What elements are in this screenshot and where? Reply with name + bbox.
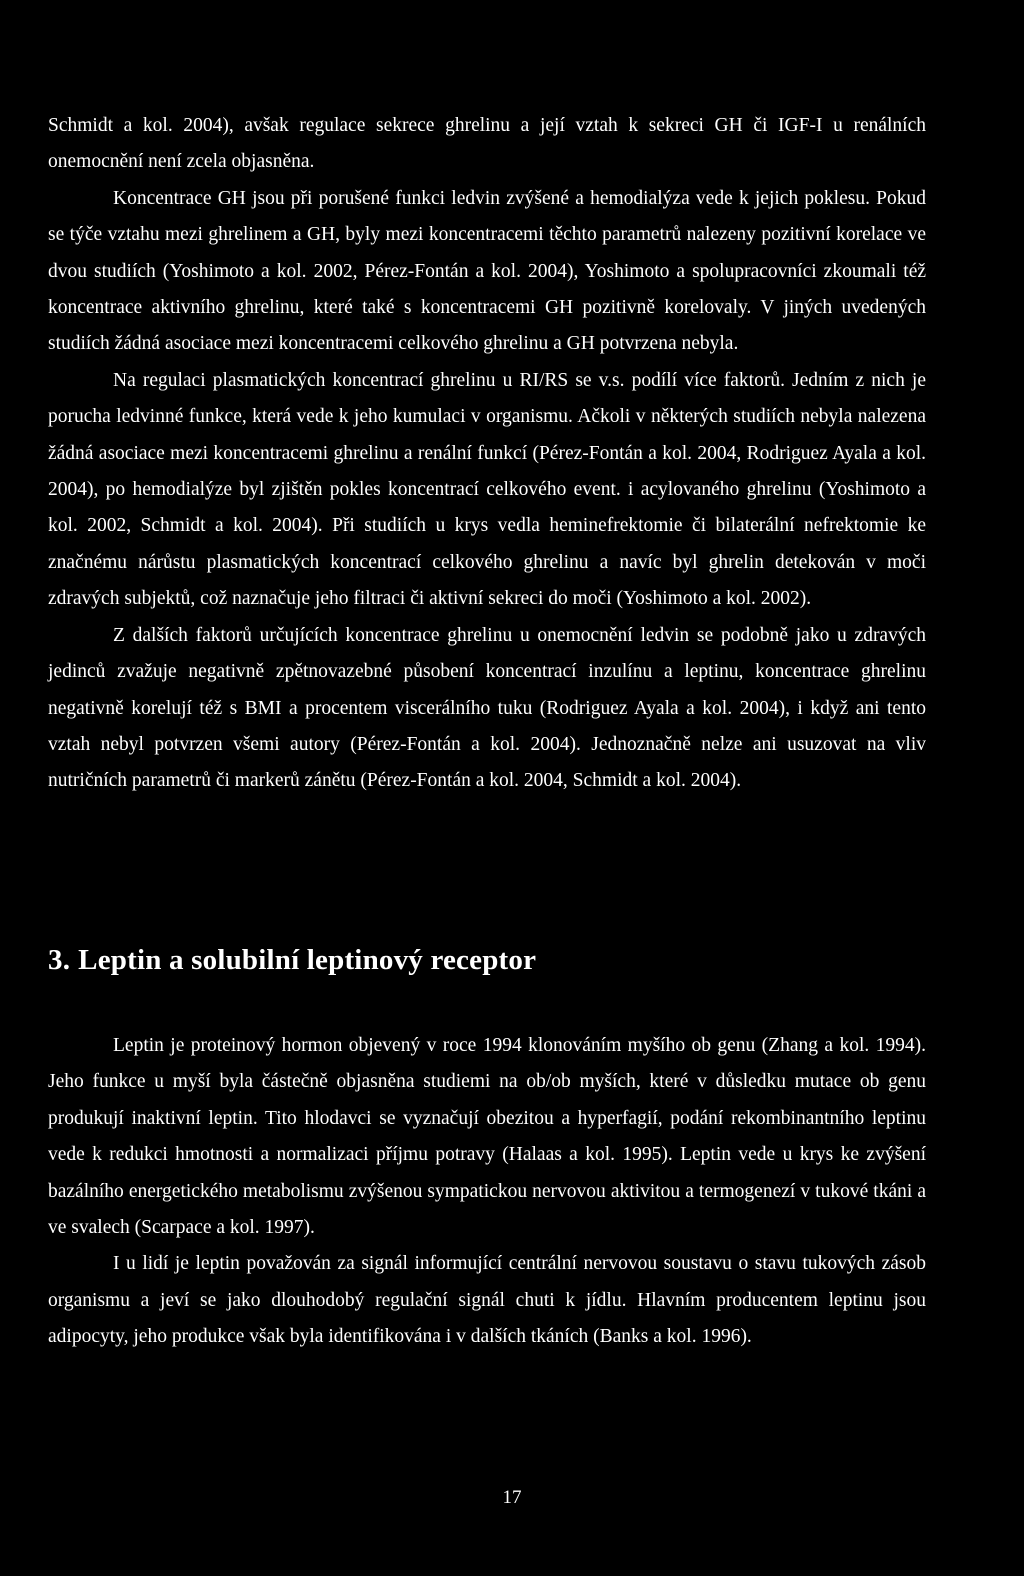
text-block-leptin (48, 1028, 926, 1356)
section-number: 3. (48, 944, 71, 976)
text-block-ghrelin (48, 108, 926, 800)
page-content (48, 108, 926, 1348)
paragraph: Na regulaci plasmatických koncentrací ghrelinu u RI/RS se v.s. podílí více faktorů. Jedním z nich je porucha ledvinné funkce, která vede k jeho kumulaci v organismu. Ačkoli v některých studiích nebyla nalezena žádná asociace mezi koncentracemi ghrelinu a renální funkcí (Pérez-Fontán a kol. 2004, Rodriguez Ayala a kol. 2004), po hemodialýze byl zjištěn pokles koncentrací celkového event. i acylovaného ghrelinu (Yoshimoto a kol. 2002, Schmidt a kol. 2004). Při studiích u krys vedla heminefrektomie či bilaterální nefrektomie ke značnému nárůstu plasmatických koncentrací celkového ghrelinu a navíc byl ghrelin detekován v moči zdravých subjektů, což naznačuje jeho filtraci či aktivní sekreci do moči (Yoshimoto a kol. 2002). (48, 369, 926, 610)
paragraph: Koncentrace GH jsou při porušené funkci ledvin zvýšené a hemodialýza vede k jejich poklesu. Pokud se týče vztahu mezi ghrelinem a GH, byly mezi koncentracemi těchto parametrů nalezeny pozitivní korelace ve dvou studiích (Yoshimoto a kol. 2002, Pérez-Fontán a kol. 2004), Yoshimoto a spolupracovníci zkoumali též koncentrace aktivního ghrelinu, které také s koncentracemi GH pozitivně korelovaly. V jiných uvedených studiích žádná asociace mezi koncentracemi celkového ghrelinu a GH potvrzena nebyla. (48, 187, 926, 355)
paragraph: Leptin je proteinový hormon objevený v roce 1994 klonováním myšího ob genu (Zhang a kol. 1994). Jeho funkce u myší byla částečně objasněna studiemi na ob/ob myších, které v důsledku mutace ob genu produkují inaktivní leptin. Tito hlodavci se vyznačují obezitou a hyperfagií, podání rekombinantního leptinu vede k redukci hmotnosti a normalizaci příjmu potravy (Halaas a kol. 1995). Leptin vede u krys ke zvýšení bazálního energetického metabolismu zvýšenou sympatickou nervovou aktivitou a termogenezí v tukové tkáni a ve svalech (Scarpace a kol. 1997). (48, 1035, 926, 1239)
section-title: Leptin a solubilní leptinový receptor (78, 944, 537, 976)
page-number: 17 (502, 1487, 522, 1508)
section-heading (48, 944, 536, 977)
paragraph: Z dalších faktorů určujících koncentrace ghrelinu u onemocnění ledvin se podobně jako u zdravých jedinců zvažuje negativně zpětnovazebné působení koncentrací inzulínu a leptinu, koncentrace ghrelinu negativně korelují též s BMI a procentem viscerálního tuku (Rodriguez Ayala a kol. 2004), i když ani tento vztah nebyl potvrzen všemi autory (Pérez-Fontán a kol. 2004). Jednoznačně nelze ani usuzovat na vliv nutričních parametrů či markerů zánětu (Pérez-Fontán a kol. 2004, Schmidt a kol. 2004). (48, 624, 926, 792)
paragraph: I u lidí je leptin považován za signál informující centrální nervovou soustavu o stavu tukových zásob organismu a jeví se jako dlouhodobý regulační signál chuti k jídlu. Hlavním producentem leptinu jsou adipocyty, jeho produkce však byla identifikována i v dalších tkáních (Banks a kol. 1996). (48, 1253, 926, 1348)
paragraph: Schmidt a kol. 2004), avšak regulace sekrece ghrelinu a její vztah k sekreci GH či IGF-I u renálních onemocnění není zcela objasněna. (48, 115, 926, 173)
